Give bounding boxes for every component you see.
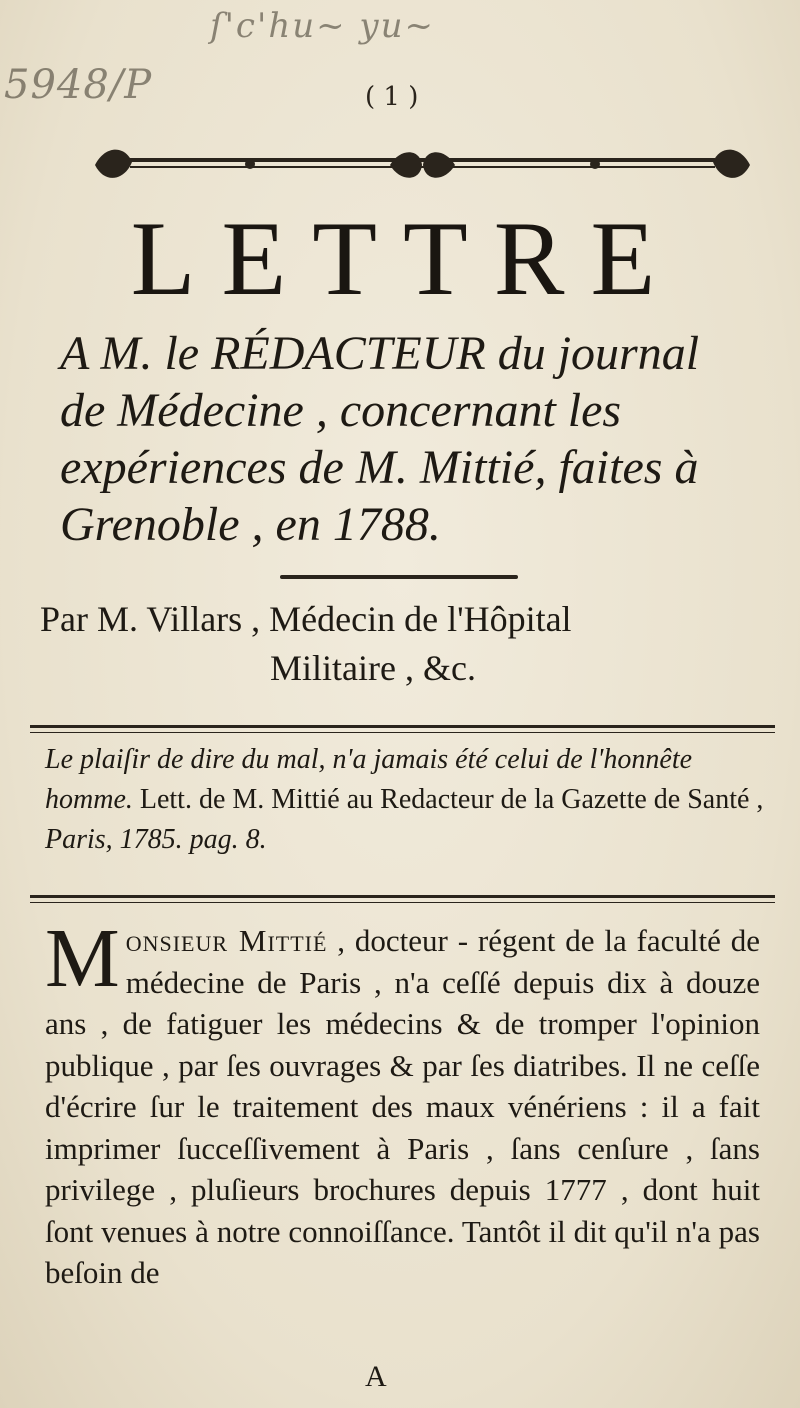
epigraph-quote: Le plaiſir de dire du mal, n'a jamais été celui de l'honnête homme. bbox=[45, 744, 693, 815]
document-title: LETTRE bbox=[130, 200, 682, 317]
epigraph-source-place: Paris, 1785. pag. 8. bbox=[45, 824, 267, 855]
epigraph-rule-top bbox=[30, 725, 775, 733]
section-divider bbox=[280, 575, 518, 579]
body-paragraph: , docteur - régent de la faculté de médecine de Paris , n'a ceſſé depuis dix à douze ans , de fatiguer les médecins & de tromper l'opinion publique , par ſes ouvrages & par ſes diatribes. Il ne ceſſe d'écrire ſur le traitement des maux vénériens : il a fait imprimer ſucceſſivement à Paris , ſans cenſure , ſans privilege , pluſieurs brochures depuis 1777 , dont huit ſont venues à notre connoiſſance. Tantôt il dit qu'il n'a pas beſoin de bbox=[45, 923, 760, 1290]
page-number: ( 1 ) bbox=[365, 82, 419, 112]
ornamental-header-band bbox=[90, 140, 755, 190]
body-text bbox=[45, 912, 760, 1294]
epigraph-source: Lett. de M. Mittié au Redacteur de la Gazette de Santé , bbox=[132, 784, 764, 815]
author-line-1: Par M. Villars , Médecin de l'Hôpital bbox=[40, 599, 572, 639]
body-opening: onsieur Mittié bbox=[125, 923, 328, 958]
handwritten-shelfmark: 5948/P bbox=[4, 62, 153, 108]
signature-mark: A bbox=[365, 1360, 387, 1393]
author-line-2: Militaire , &c. bbox=[270, 648, 476, 688]
epigraph-rule-bottom bbox=[30, 895, 775, 903]
document-subtitle: A M. le RÉDACTEUR du journal de Médecine , concernant les expériences de M. Mittié, faites à Grenoble , en 1788. bbox=[60, 327, 700, 551]
drop-cap: M bbox=[45, 912, 120, 1005]
handwritten-annotation-top: ſ'c'hu~ yu~ bbox=[210, 6, 436, 46]
epigraph bbox=[45, 740, 775, 860]
